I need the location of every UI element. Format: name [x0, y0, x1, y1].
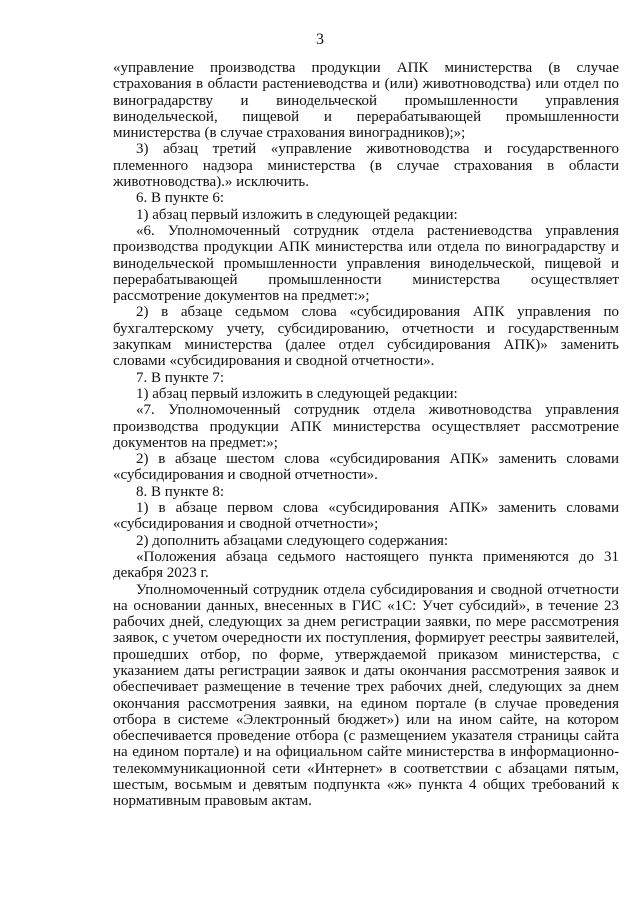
document-body	[113, 60, 619, 810]
page-number: 3	[316, 31, 324, 48]
paragraph: 1) в абзаце первом слова «субсидирования АПК» заменить словами «субсидирования и сводной отчетности»;	[113, 500, 619, 533]
paragraph: 1) абзац первый изложить в следующей редакции:	[136, 385, 458, 402]
paragraph: 3) абзац третий «управление животноводства и государственного племенного надзора министерства (в случае страхования в области животноводства).» исключить.	[113, 141, 619, 191]
paragraph: «управление производства продукции АПК министерства (в случае страхования в области растениеводства и (или) животноводства) или отдел по виноградарству и винодельческой промышленности управления винодельческой, пищевой и перерабатывающей промышленности министерства (в случае страхования виноградников);»;	[113, 60, 619, 142]
paragraph: «Положения абзаца седьмого настоящего пункта применяются до 31 декабря 2023 г.	[113, 548, 619, 582]
paragraph: 8. В пункте 8:	[136, 483, 225, 500]
paragraph: 2) в абзаце седьмом слова «субсидирования АПК управления по бухгалтерскому учету, субсидированию, отчетности и государственным закупкам министерства (далее отдел субсидирования АПК)» заменить словами «субсидирования и сводной отчетности».	[113, 304, 619, 370]
paragraph: 6. В пункте 6:	[136, 190, 225, 207]
paragraph: «7. Уполномоченный сотрудник отдела животноводства управления производства продукции АПК министерства осуществляет рассмотрение документов на предмет:»;	[113, 402, 619, 451]
paragraph: Уполномоченный сотрудник отдела субсидирования и сводной отчетности на основании данных, внесенных в ГИС «1С: Учет субсидий», в течение 23 рабочих дней, следующих за днем регистрации заявки, по мере рассмотрения заявок, с учетом очередности их поступления, формирует реестры заявителей, прошедших отбор, по форме, утверждаемой приказом министерства, с указанием даты регистрации заявок и даты окончания рассмотрения заявок и обеспечивает размещение в течение трех рабочих дней, следующих за днем окончания рассмотрения заявки, на едином портале (в случае проведения отбора в системе «Электронный бюджет») или на ином сайте, на котором обеспечивается проведение отбора (с размещением указателя страницы сайта на едином портале) и на официальном сайте министерства в информационно-телекоммуникационной сети «Интернет» в соответствии с абзацами пятым, шестым, восьмым и девятым подпункта «ж» пункта 4 общих требований к нормативным правовым актам.	[113, 581, 619, 810]
paragraph: 1) абзац первый изложить в следующей редакции:	[136, 206, 458, 223]
paragraph: 2) в абзаце шестом слова «субсидирования АПК» заменить словами «субсидирования и сводной отчетности».	[113, 451, 619, 484]
paragraph: 2) дополнить абзацами следующего содержания:	[136, 532, 449, 549]
paragraph: «6. Уполномоченный сотрудник отдела растениеводства управления производства продукции АПК министерства или отдела по виноградарству и винодельческой промышленности управления винодельческой, пищевой и перерабатывающей промышленности министерства осуществляет рассмотрение документов на предмет:»;	[113, 222, 619, 305]
paragraph: 7. В пункте 7:	[136, 369, 225, 386]
